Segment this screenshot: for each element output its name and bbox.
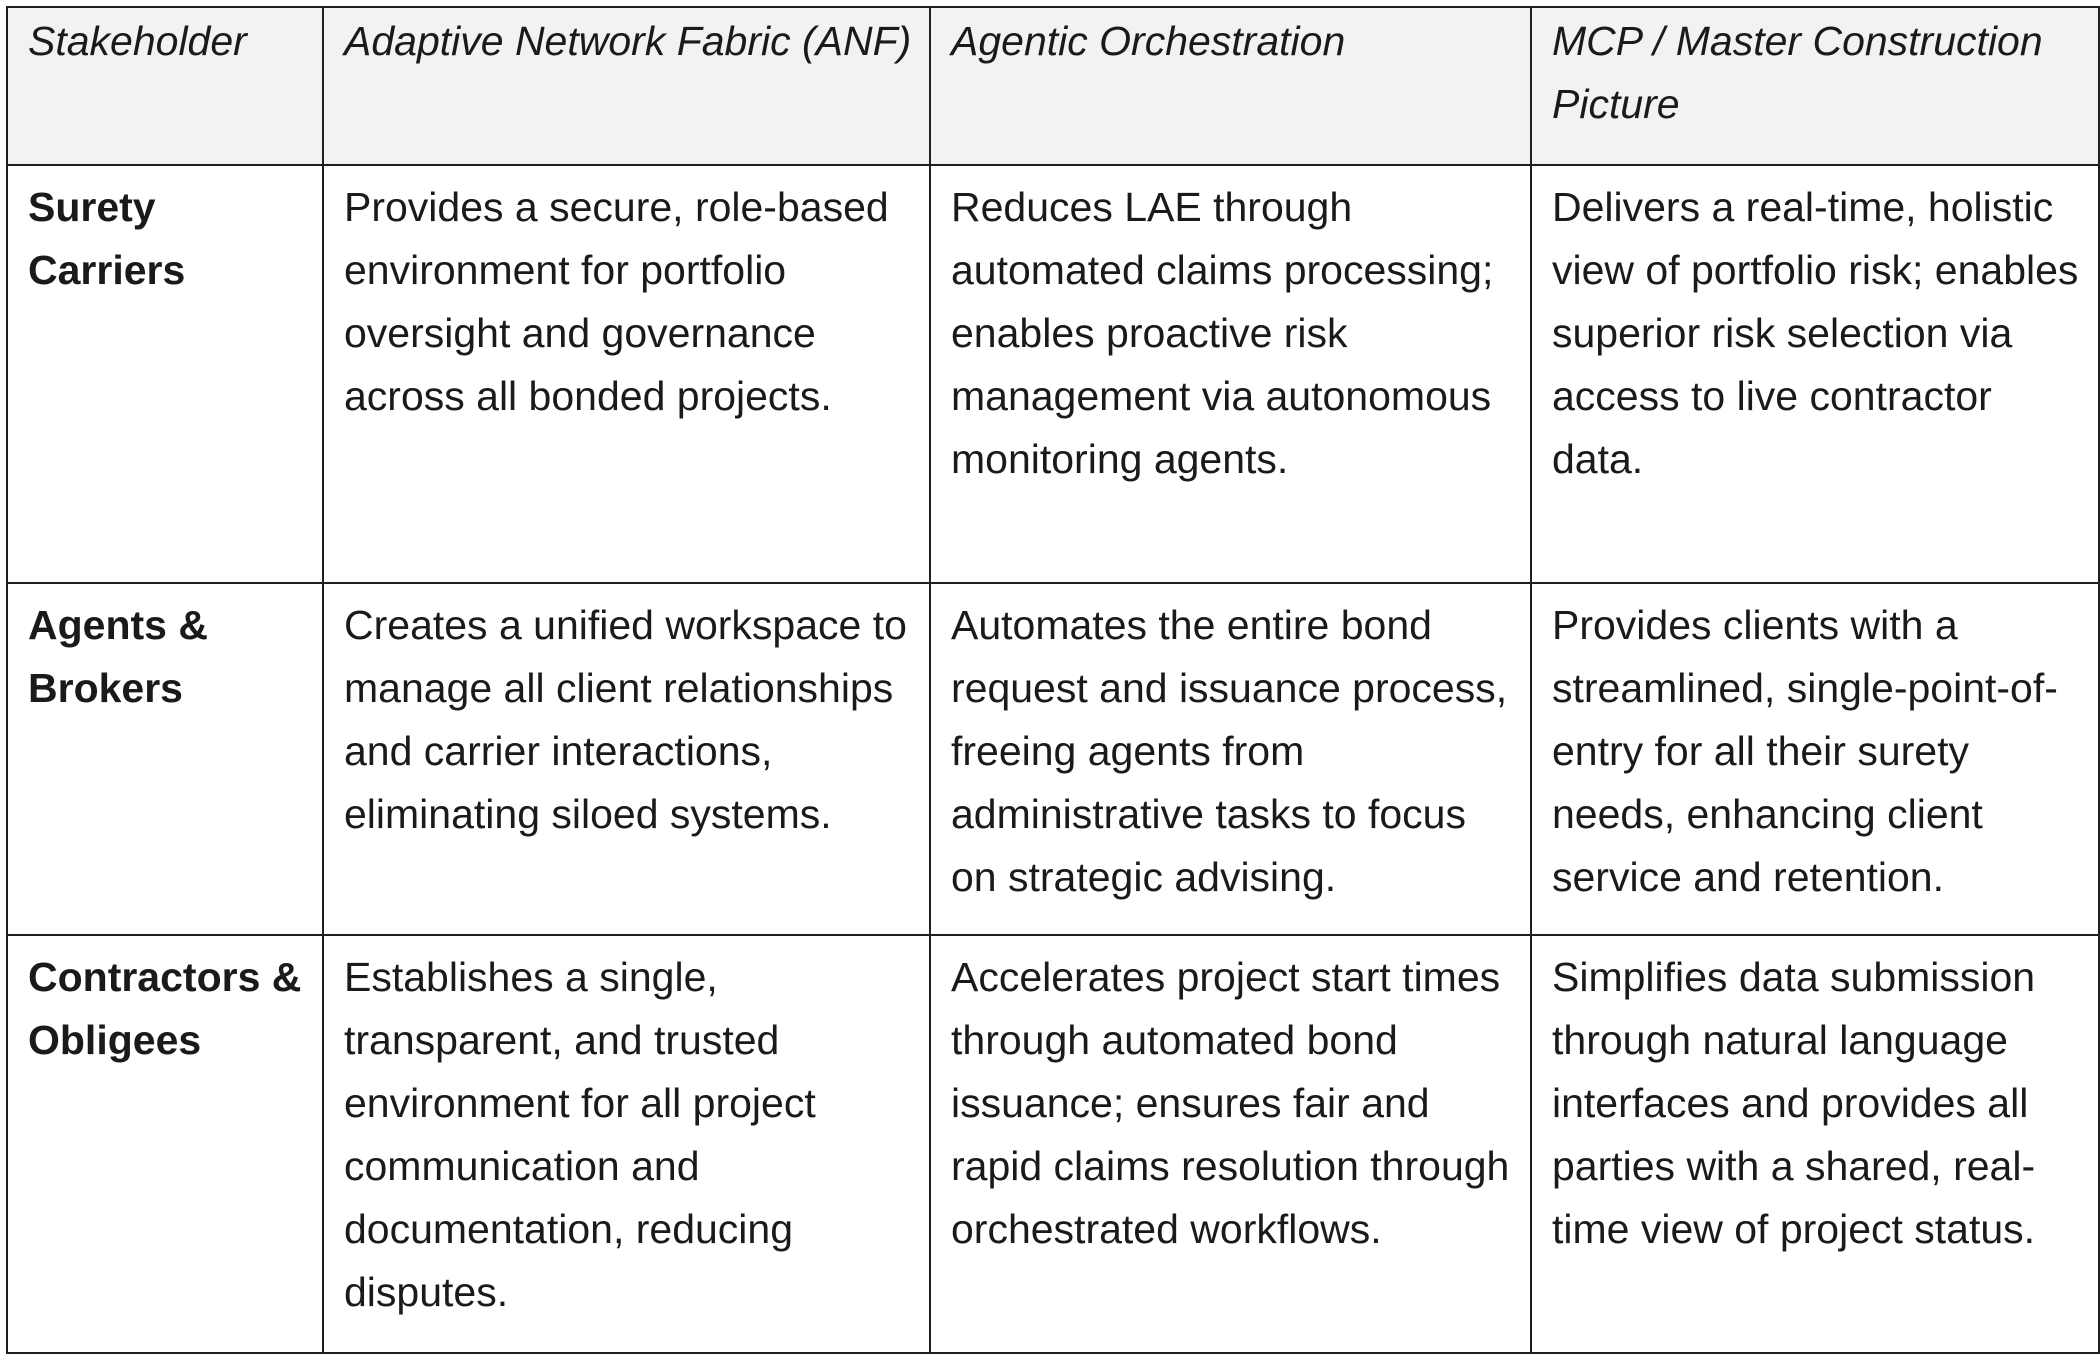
stakeholder-value-table bbox=[6, 6, 2100, 1354]
header-stakeholder: Stakeholder bbox=[7, 7, 323, 165]
header-row bbox=[7, 7, 2099, 165]
anf-cell: Creates a unified workspace to manage all client relationships and carrier interactions, eliminating siloed systems. bbox=[323, 583, 930, 935]
mcp-cell: Simplifies data submission through natural language interfaces and provides all parties with a shared, real-time view of project status. bbox=[1531, 935, 2099, 1353]
header-mcp: MCP / Master Construction Picture bbox=[1531, 7, 2099, 165]
orchestration-cell: Automates the entire bond request and issuance process, freeing agents from administrative tasks to focus on strategic advising. bbox=[930, 583, 1531, 935]
header-anf: Adaptive Network Fabric (ANF) bbox=[323, 7, 930, 165]
header-orchestration: Agentic Orchestration bbox=[930, 7, 1531, 165]
table-body bbox=[7, 165, 2099, 1353]
table-row bbox=[7, 583, 2099, 935]
mcp-cell: Delivers a real-time, holistic view of portfolio risk; enables superior risk selection via access to live contractor data. bbox=[1531, 165, 2099, 583]
table-row bbox=[7, 935, 2099, 1353]
anf-cell: Establishes a single, transparent, and trusted environment for all project communication and documentation, reducing disputes. bbox=[323, 935, 930, 1353]
table-header bbox=[7, 7, 2099, 165]
orchestration-cell: Accelerates project start times through automated bond issuance; ensures fair and rapid claims resolution through orchestrated workflows. bbox=[930, 935, 1531, 1353]
anf-cell: Provides a secure, role-based environment for portfolio oversight and governance across all bonded projects. bbox=[323, 165, 930, 583]
stakeholder-cell: Surety Carriers bbox=[7, 165, 323, 583]
table-row bbox=[7, 165, 2099, 583]
mcp-cell: Provides clients with a streamlined, single-point-of-entry for all their surety needs, enhancing client service and retention. bbox=[1531, 583, 2099, 935]
stakeholder-cell: Contractors & Obligees bbox=[7, 935, 323, 1353]
stakeholder-cell: Agents & Brokers bbox=[7, 583, 323, 935]
orchestration-cell: Reduces LAE through automated claims processing; enables proactive risk management via autonomous monitoring agents. bbox=[930, 165, 1531, 583]
